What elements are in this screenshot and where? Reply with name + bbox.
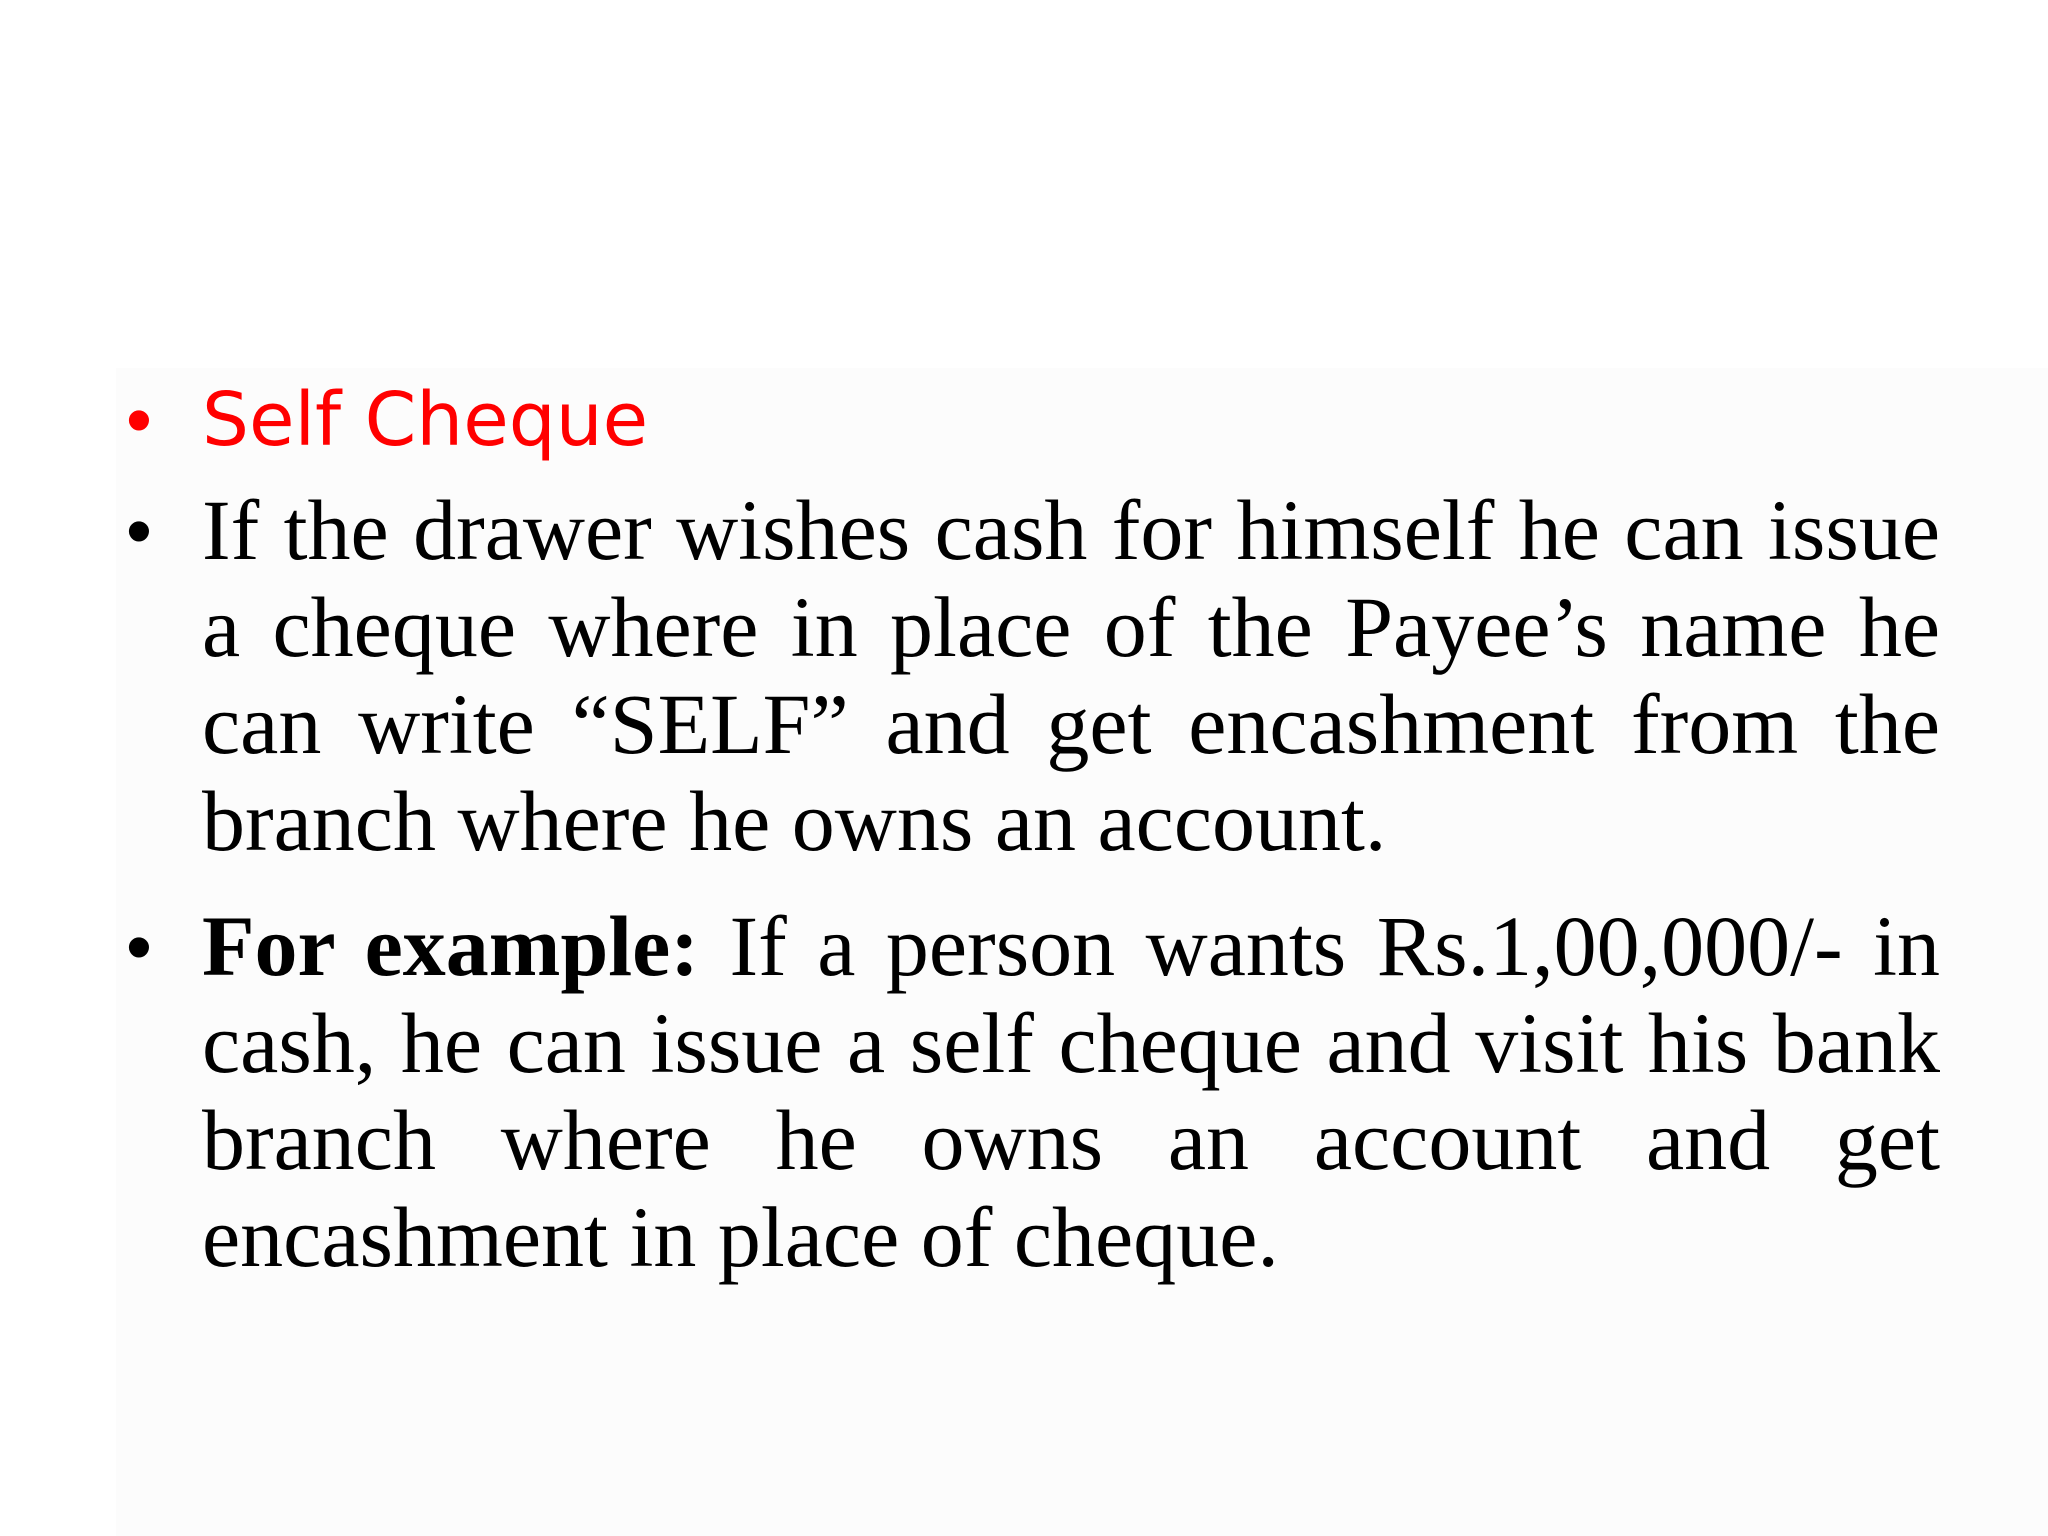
bullet-dot-icon: • (126, 489, 152, 572)
bullet-definition (126, 482, 1940, 870)
bullet-self-cheque-heading (126, 370, 1940, 470)
heading-text: Self Cheque (202, 377, 649, 463)
bullet-list (126, 370, 1940, 1314)
bullet-dot-icon: • (126, 378, 152, 461)
bullet-example (126, 898, 1940, 1286)
definition-text: If the drawer wishes cash for himself he can issue a cheque where in place of the Payee’s name he can write “SELF” and get encashment from the branch where he owns an account. (202, 482, 1940, 869)
example-lead: For example: (202, 898, 699, 994)
example-text: If a person wants Rs.1,00,000/- in cash, he can issue a self cheque and visit his bank branch where he owns an account and get encashment in place of cheque. (202, 898, 1940, 1285)
bullet-dot-icon: • (126, 905, 152, 988)
